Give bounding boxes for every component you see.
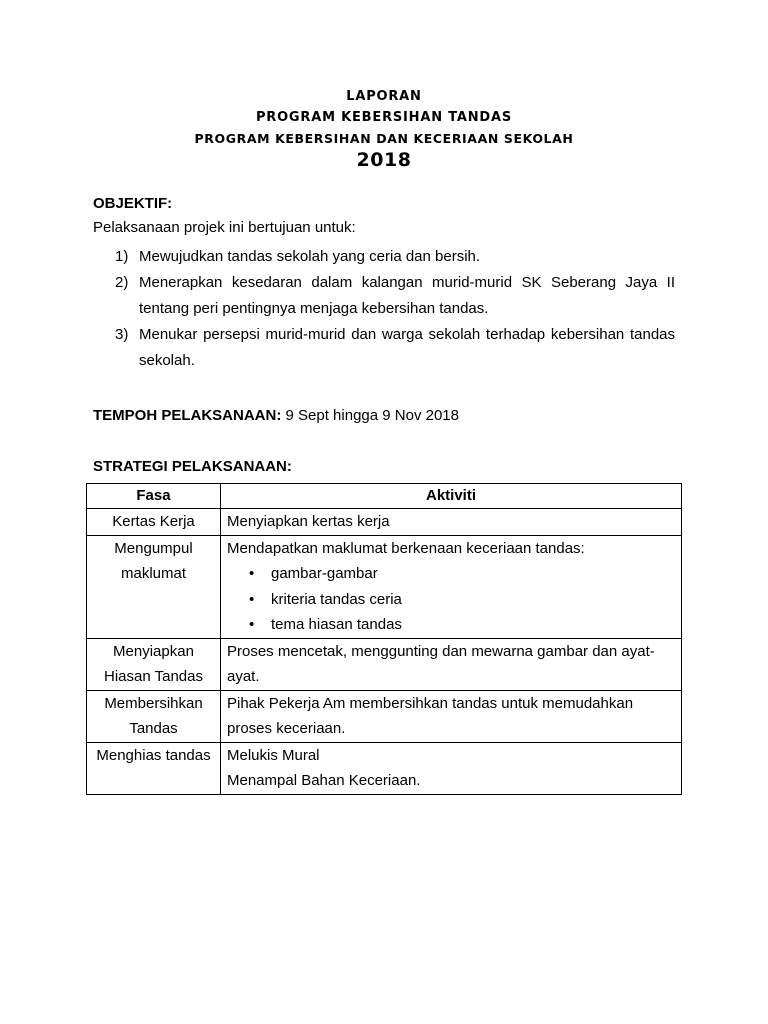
table-row: [87, 742, 682, 794]
objektif-heading: OBJEKTIF:: [93, 195, 173, 212]
objektif-item-number: 2): [115, 274, 129, 291]
aktiviti-cell: Proses mencetak, menggunting dan mewarna gambar dan ayat-ayat.: [221, 638, 682, 690]
bullet-item: [227, 587, 675, 613]
table-row: [87, 638, 682, 690]
program-title: PROGRAM KEBERSIHAN TANDAS: [255, 110, 513, 125]
objektif-item-number: 1): [115, 248, 129, 265]
objektif-list: [115, 244, 675, 374]
aktiviti-cell: [221, 535, 682, 638]
aktiviti-cell: Menyiapkan kertas kerja: [221, 509, 682, 536]
bullet-icon: •: [249, 590, 255, 608]
program-subtitle: PROGRAM KEBERSIHAN DAN KECERIAAN SEKOLAH: [194, 131, 574, 146]
fasa-cell: Kertas Kerja: [87, 509, 221, 536]
fasa-cell: Menghias tandas: [87, 742, 221, 794]
table-row: [87, 690, 682, 742]
bullet-text: gambar-gambar: [271, 565, 378, 582]
objektif-item: [115, 244, 675, 270]
bullet-item: [227, 561, 675, 587]
bullet-text: tema hiasan tandas: [271, 616, 402, 633]
objektif-item: [115, 322, 675, 374]
table-row: [87, 509, 682, 536]
bullet-item: [227, 612, 675, 638]
bullet-icon: •: [249, 616, 255, 633]
objektif-item-number: 3): [115, 326, 129, 343]
objektif-item-text: Menerapkan kesedaran dalam kalangan murid-murid SK Seberang Jaya II tentang peri pentingnya menjaga kebersihan tandas.: [139, 274, 675, 317]
report-year: 2018: [356, 149, 412, 171]
tempoh-value: 9 Sept hingga 9 Nov 2018: [285, 407, 459, 424]
bullet-list: [227, 561, 675, 638]
column-header-aktiviti: Aktiviti: [221, 484, 682, 509]
strategi-heading: STRATEGI PELAKSANAAN:: [93, 458, 292, 475]
bullet-text: kriteria tandas ceria: [271, 590, 402, 608]
report-title: LAPORAN: [346, 89, 422, 104]
bullet-icon: •: [249, 565, 255, 582]
table-header-row: [87, 484, 682, 509]
column-header-fasa: Fasa: [87, 484, 221, 509]
fasa-cell: Mengumpul maklumat: [87, 535, 221, 638]
strategi-table: [86, 483, 682, 795]
tempoh-label: TEMPOH PELAKSANAAN:: [93, 407, 282, 424]
aktiviti-text: Melukis Mural: [227, 746, 320, 764]
aktiviti-text-2: Menampal Bahan Keceriaan.: [227, 772, 421, 789]
aktiviti-text: Mendapatkan maklumat berkenaan keceriaan tandas:: [227, 539, 585, 557]
fasa-cell: Menyiapkan Hiasan Tandas: [87, 638, 221, 690]
objektif-intro: Pelaksanaan projek ini bertujuan untuk:: [93, 219, 356, 236]
aktiviti-cell: Pihak Pekerja Am membersihkan tandas untuk memudahkan proses keceriaan.: [221, 690, 682, 742]
objektif-item: [115, 270, 675, 322]
aktiviti-cell: [221, 742, 682, 794]
objektif-item-text: Menukar persepsi murid-murid dan warga sekolah terhadap kebersihan tandas sekolah.: [139, 326, 675, 369]
table-row: [87, 535, 682, 638]
tempoh-line: [93, 407, 459, 425]
fasa-cell: Membersihkan Tandas: [87, 690, 221, 742]
objektif-item-text: Mewujudkan tandas sekolah yang ceria dan bersih.: [139, 248, 481, 265]
